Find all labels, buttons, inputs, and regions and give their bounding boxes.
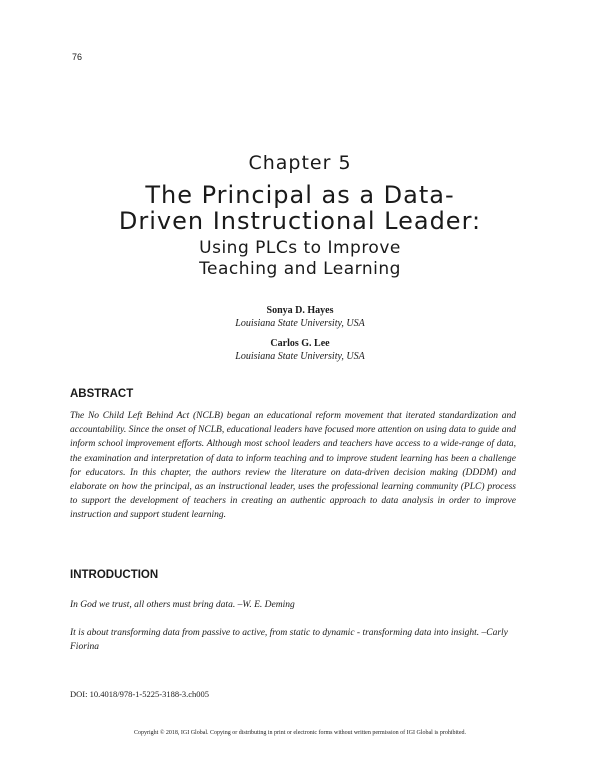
introduction-heading: INTRODUCTION — [70, 569, 159, 581]
chapter-title-line-2: Driven Instructional Leader: — [118, 207, 482, 235]
chapter-subtitle-line-2: Teaching and Learning — [199, 259, 401, 279]
doi-line: DOI: 10.4018/978-1-5225-3188-3.ch005 — [70, 689, 210, 699]
author-list — [0, 304, 600, 363]
epigraph-quote-2: It is about transforming data from passive to active, from static to dynamic - transforming data into insight. –Carly Fiorina — [70, 628, 508, 653]
chapter-title-line-1: The Principal as a Data- — [145, 181, 455, 209]
abstract-heading: ABSTRACT — [70, 388, 134, 400]
author-name: Carlos G. Lee — [270, 338, 330, 349]
chapter-title — [0, 182, 600, 234]
author-1 — [0, 304, 600, 330]
chapter-subtitle — [0, 238, 600, 280]
chapter-header — [0, 150, 600, 280]
page-number: 76 — [72, 52, 83, 62]
author-affiliation: Louisiana State University, USA — [235, 351, 365, 362]
author-name: Sonya D. Hayes — [266, 305, 334, 316]
copyright-notice: Copyright © 2018, IGI Global. Copying or distributing in print or electronic forms without written permission of IGI Global is prohibited. — [133, 730, 466, 736]
chapter-subtitle-line-1: Using PLCs to Improve — [199, 238, 401, 258]
author-affiliation: Louisiana State University, USA — [235, 318, 365, 329]
epigraph-quote-1: In God we trust, all others must bring data. –W. E. Deming — [70, 600, 295, 610]
abstract-text: The No Child Left Behind Act (NCLB) began an educational reform movement that iterated standardization and accountability. Since the onset of NCLB, educational leaders have focused more attention on using data to guide and inform school improvement efforts. Although most school leaders and teachers have access to a wide-range of data, the examination and interpretation of data to inform teaching and to improve student learning has been a challenge for educators. In this chapter, the authors review the literature on data-driven decision making (DDDM) and elaborate on how the principal, as an instructional leader, uses the professional learning community (PLC) process to support the development of teachers in creating an authentic approach to data analysis in order to improve instruction and support student learning. — [70, 411, 516, 521]
chapter-label: Chapter 5 — [248, 152, 352, 174]
author-2 — [0, 337, 600, 363]
